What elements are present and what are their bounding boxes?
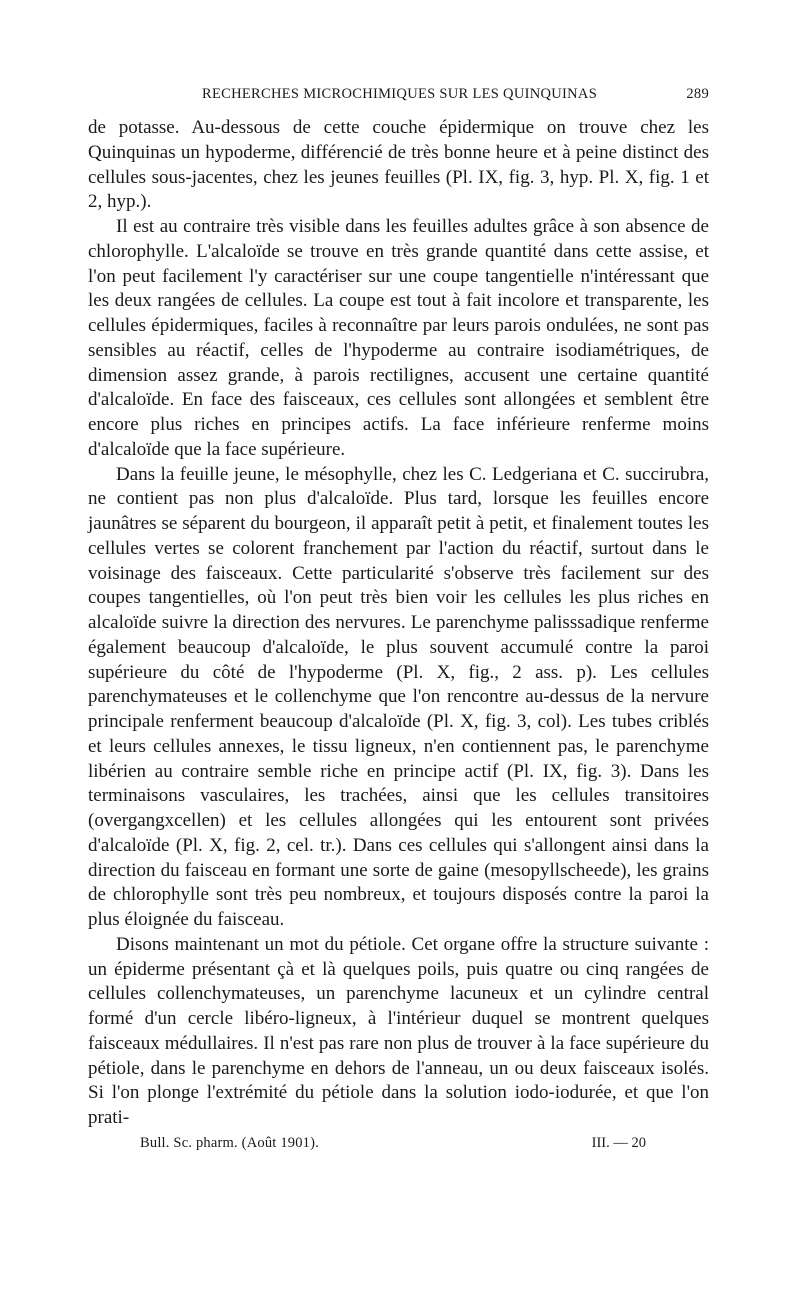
running-title: RECHERCHES MICROCHIMIQUES SUR LES QUINQUINAS [202,86,598,102]
paragraph-mesophylle: Dans la feuille jeune, le mésophylle, chez les C. Ledgeriana et C. succirubra, ne contient pas non plus d'alcaloïde. Plus tard, lorsque les feuilles encore jaunâtres se séparent du bourgeon, il apparaît petit à petit, et finalement toutes les cellules vertes se colorent franchement par l'action du réactif, surtout dans le voisinage des faisceaux. Cette particularité s'observe très facilement sur des coupes tangentielles, où l'on peut très bien voir les cellules les plus riches en alcaloïde suivre la direction des nervures. Le parenchyme palisssadique renferme également beaucoup d'alcaloïde, le plus souvent accumulé contre la paroi supérieure du côté de l'hypoderme (Pl. X, fig., 2 ass. p). Les cellules parenchymateuses et le collenchyme que l'on rencontre au-dessus de la nervure principale renferment beaucoup d'alcaloïde (Pl. X, fig. 3, col). Les tubes criblés et leurs cellules annexes, le tissu ligneux, n'en contiennent pas, le parenchyme libérien au contraire semble riche en principe actif (Pl. IX, fig. 3). Dans les terminaisons vasculaires, les trachées, ainsi que les cellules transitoires (overgangxcellen) et les cellules allongées qui les entourent sont privées d'alcaloïde (Pl. X, fig. 2, cel. tr.). Dans ces cellules qui s'allongent ainsi dans la direction du faisceau en formant une sorte de gaine (mesopyllscheede), les grains de chlorophylle sont très peu nombreux, et toujours disposés contre la paroi la plus éloignée du faisceau. [88,463,709,930]
page-footer [88,1135,709,1159]
running-head [88,86,709,116]
paragraph-hypoderme: Il est au contraire très visible dans les feuilles adultes grâce à son absence de chlorophylle. L'alcaloïde se trouve en très grande quantité dans cette assise, et l'on peut facilement l'y caractériser sur une coupe tangentielle n'intéressant que les deux rangées de cellules. La coupe est tout à fait incolore et transparente, les cellules épidermiques, faciles à reconnaître par leurs parois ondulées, ne sont pas sensibles au réactif, celles de l'hypoderme au contraire isodiamétriques, de dimension assez grande, à parois rectilignes, accusent une certaine quantité d'alcaloïde. En face des faisceaux, ces cellules sont allongées et semblent être encore plus riches en principes actifs. La face inférieure renferme moins d'alcaloïde que la face supérieure. [88,216,709,460]
paragraph-petiole: Disons maintenant un mot du pétiole. Cet organe offre la structure suivante : un épiderme présentant çà et là quelques poils, puis quatre ou cinq rangées de cellules collenchymateuses, un parenchyme lacuneux et un cylindre central formé d'un cercle libéro-ligneux, à l'intérieur duquel se montrent quelques faisceaux médullaires. Il n'est pas rare non plus de trouver à la face supérieure du pétiole, dans le parenchyme en dehors de l'anneau, un ou deux faisceaux isolés. Si l'on plonge l'extrémité du pétiole dans la solution iodo-iodurée, et que l'on prati- [88,933,709,1128]
paragraph-continuation: de potasse. Au-dessous de cette couche épidermique on trouve chez les Quinquinas un hypoderme, différencié de très bonne heure et à peine distinct des cellules sous-jacentes, chez les jeunes feuilles (Pl. IX, fig. 3, hyp. Pl. X, fig. 1 et 2, hyp.). [88,117,709,213]
page-number: 289 [686,86,709,102]
signature-mark: III. — 20 [591,1134,646,1151]
journal-citation: Bull. Sc. pharm. (Août 1901). [140,1134,319,1151]
document-page [88,86,709,1159]
body-text [88,116,709,1131]
